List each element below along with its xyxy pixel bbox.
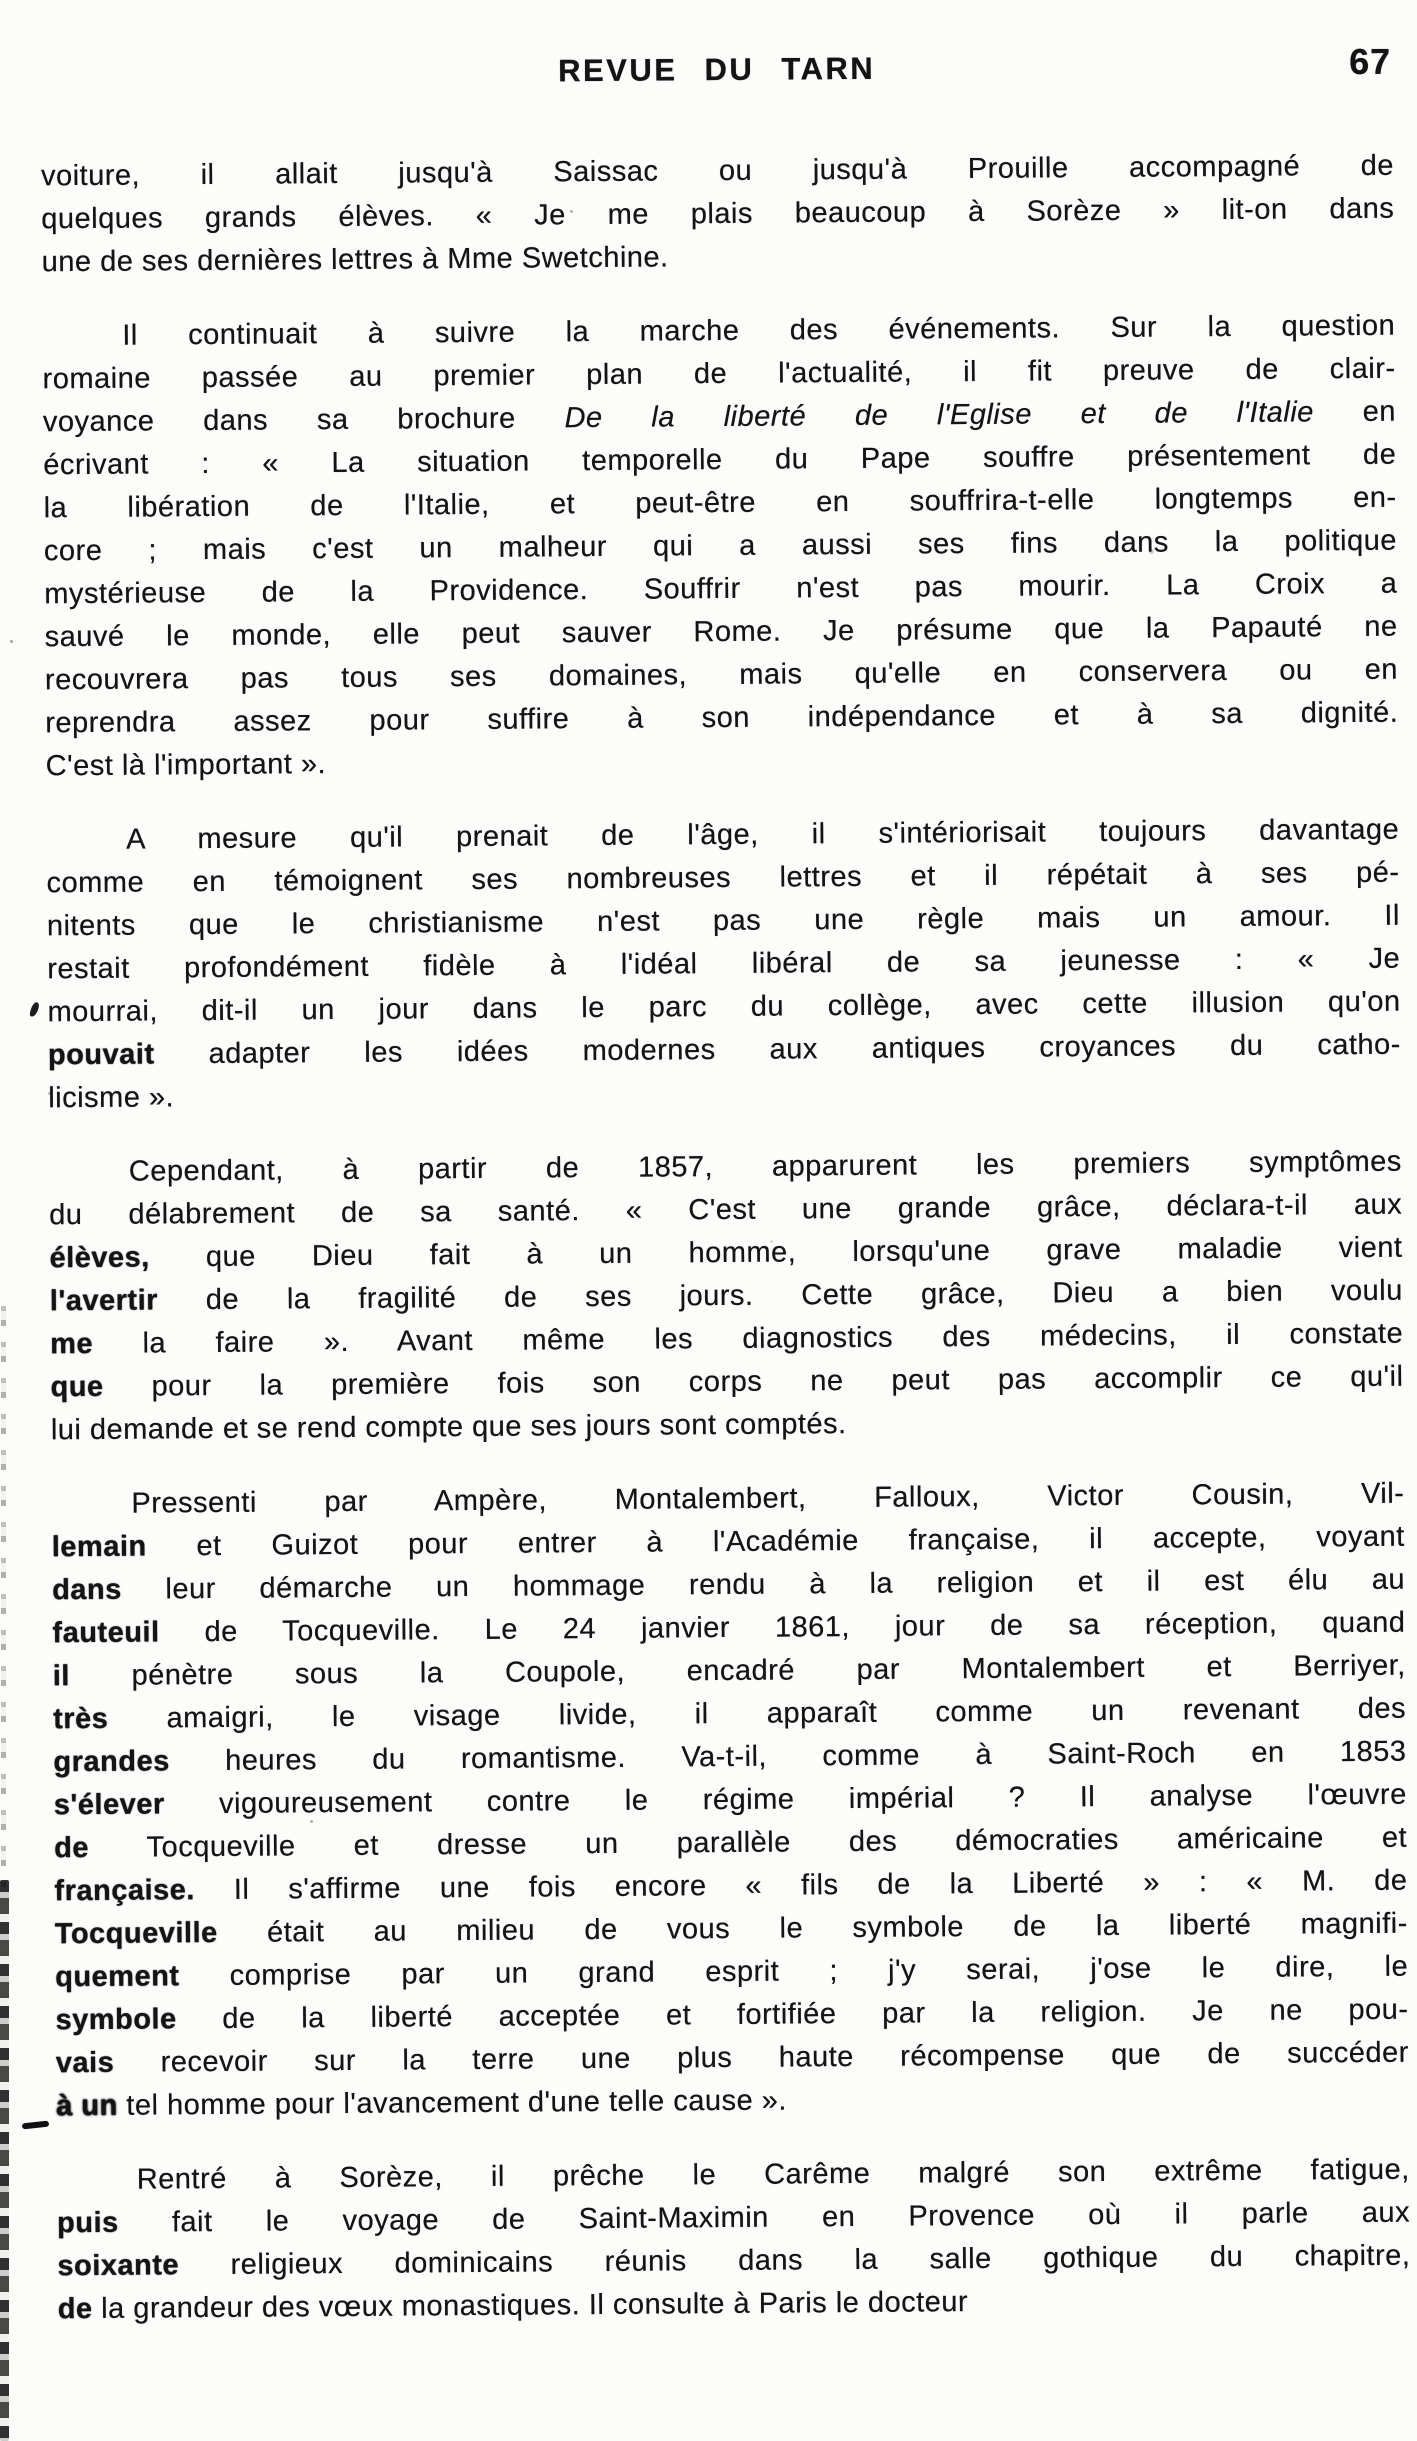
text-segment: que Dieu fait à un homme, lorsqu'une grave maladie vient <box>149 1231 1403 1274</box>
text-segment: core ; mais c'est un malheur qui a aussi ses fins dans la politique <box>43 524 1398 568</box>
text-segment: religieux dominicains réunis dans la salle gothique du chapitre, <box>178 2239 1411 2282</box>
text-segment: en <box>1313 395 1397 429</box>
text-segment: une de ses dernières lettres à Mme Swetchine. <box>41 241 669 279</box>
text-line <box>56 2075 1409 2129</box>
text-segment: Cependant, à partir de 1857, apparurent les premiers symptômes <box>128 1145 1402 1188</box>
smudged-text: française. <box>54 1874 196 1908</box>
text-segment: écrivant : « La situation temporelle du Pape souffre présentement de <box>43 438 1397 482</box>
page-header <box>40 39 1393 110</box>
text-segment: pénètre sous la Coupole, encadré par Montalembert et Berriyer, <box>69 1649 1406 1693</box>
body-text <box>41 145 1411 2332</box>
page-content <box>40 39 1411 2363</box>
text-line <box>42 231 1395 285</box>
scan-artifact-edge-streak-bottom <box>0 1880 9 2441</box>
text-segment: lui demande et se rend compte que ses jours sont comptés. <box>50 1408 847 1447</box>
text-segment: de la fragilité de ses jours. Cette grâce, Dieu a bien voulu <box>157 1274 1403 1317</box>
paragraph <box>42 305 1399 789</box>
text-segment: amaigri, le visage livide, il apparaît comme un revenant des <box>108 1692 1407 1735</box>
smudged-text: lemain <box>51 1530 147 1564</box>
text-segment: restait profondément fidèle à l'idéal libéral de sa jeunesse : « Je <box>47 942 1401 986</box>
smudged-text: il <box>52 1660 71 1693</box>
text-segment: romaine passée au premier plan de l'actualité, il fit preuve de clair- <box>42 352 1396 396</box>
text-segment: voyance dans sa brochure <box>42 402 565 439</box>
smudged-text: de <box>57 2292 93 2326</box>
scan-artifact-edge-streak-top <box>1 1290 6 1890</box>
smudged-text: très <box>53 1702 109 1736</box>
text-segment: la libération de l'Italie, et peut-être en souffrira-t-elle longtemps en- <box>43 481 1397 525</box>
text-segment: Tocqueville et dresse un parallèle des démocraties américaine et <box>88 1821 1408 1864</box>
paragraph <box>51 1473 1409 2129</box>
text-segment: mourrai, dit-il un jour dans le parc du collège, avec cette illusion qu'on <box>47 985 1401 1029</box>
smudged-text: fauteuil <box>52 1616 160 1650</box>
page-title: REVUE DU TARN <box>558 50 876 89</box>
paragraph <box>41 145 1395 285</box>
text-segment: adapter les idées modernes aux antiques croyances du catho- <box>154 1028 1402 1071</box>
smudged-text: à un <box>56 2089 118 2123</box>
text-segment: C'est là l'important ». <box>45 748 327 783</box>
italic-text: De la liberté de l'Eglise et de l'Italie <box>564 396 1315 435</box>
smudged-text: s'élever <box>53 1788 165 1822</box>
text-segment: sauvé le monde, elle peut sauver Rome. Je présume que la Papauté ne <box>44 610 1398 654</box>
text-segment: licisme ». <box>48 1081 175 1115</box>
paragraph <box>57 2149 1411 2332</box>
text-segment: Pressenti par Ampère, Montalembert, Falloux, Victor Cousin, Vil- <box>131 1477 1405 1520</box>
smudged-text: que <box>50 1370 104 1404</box>
smudged-text: Tocqueville <box>54 1916 218 1951</box>
text-segment: recouvrera pas tous ses domaines, mais qu'elle en conservera ou en <box>44 653 1399 697</box>
text-line <box>58 2278 1411 2332</box>
text-segment: était au milieu de vous le symbole de la liberté magnifi- <box>217 1907 1408 1949</box>
text-segment: comprise par un grand esprit ; j'y serai, j'ose le dire, le <box>179 1950 1409 1993</box>
text-segment: leur démarche un hommage rendu à la religion et il est élu au <box>121 1563 1406 1606</box>
smudged-text: soixante <box>57 2249 180 2283</box>
scan-artifact-dots <box>10 640 13 643</box>
smudged-text: me <box>50 1327 94 1361</box>
smudged-text: vais <box>55 2046 115 2080</box>
smudged-text: pouvait <box>47 1038 155 1072</box>
text-segment: tel homme pour l'avancement d'une telle cause ». <box>117 2084 788 2122</box>
text-segment: nitents que le christianisme n'est pas une règle mais un amour. Il <box>46 899 1400 943</box>
page-number: 67 <box>1348 40 1392 83</box>
smudged-text: symbole <box>55 2003 177 2037</box>
smudged-text: de <box>54 1831 90 1865</box>
text-segment: pour la première fois son corps ne peut pas accomplir ce qu'il <box>103 1360 1404 1403</box>
text-segment: du délabrement de sa santé. « C'est une grande grâce, déclara-t-il aux <box>49 1188 1403 1232</box>
text-segment: Rentré à Sorèze, il prêche le Carême malgré son extrême fatigue, <box>136 2153 1410 2196</box>
paragraph <box>46 809 1401 1121</box>
text-segment: de Tocqueville. Le 24 janvier 1861, jour de sa réception, quand <box>159 1606 1406 1649</box>
text-segment: et Guizot pour entrer à l'Académie française, il accepte, voyant <box>146 1520 1405 1563</box>
text-segment: vigoureusement contre le régime impérial ? Il analyse l'œuvre <box>164 1778 1407 1821</box>
text-segment: Il s'affirme une fois encore « fils de la Liberté » : « M. de <box>194 1864 1408 1907</box>
text-segment: la faire ». Avant même les diagnostics des médecins, il constate <box>92 1317 1404 1360</box>
smudged-text: quement <box>55 1960 180 1994</box>
scan-artifact-dash <box>22 2121 49 2130</box>
text-line <box>51 1399 1404 1453</box>
text-segment: Il continuait à suivre la marche des événements. Sur la question <box>122 309 1396 352</box>
text-segment: heures du romantisme. Va-t-il, comme à Saint-Roch en 1853 <box>169 1735 1407 1778</box>
text-segment: la grandeur des vœux monastiques. Il consulte à Paris le docteur <box>92 2286 969 2325</box>
smudged-text: dans <box>51 1573 122 1607</box>
text-segment: A mesure qu'il prenait de l'âge, il s'intériorisait toujours davantage <box>126 813 1400 856</box>
paragraph <box>49 1141 1404 1453</box>
text-segment: recevoir sur la terre une plus haute récompense que de succéder <box>114 2036 1409 2079</box>
text-segment: quelques grands élèves. « Je me plais beaucoup à Sorèze » lit-on dans <box>41 192 1395 236</box>
smudged-text: l'avertir <box>49 1284 159 1318</box>
text-segment: mystérieuse de la Providence. Souffrir n'est pas mourir. La Croix a <box>44 567 1398 611</box>
text-segment: comme en témoignent ses nombreuses lettres et il répétait à ses pé- <box>46 856 1400 900</box>
text-segment: voiture, il allait jusqu'à Saissac ou jusqu'à Prouille accompagné de <box>40 149 1395 193</box>
text-line <box>45 735 1398 789</box>
scan-artifact-speck <box>29 1001 40 1017</box>
text-segment: reprendra assez pour suffire à son indépendance et à sa dignité. <box>45 696 1399 740</box>
smudged-text: puis <box>56 2206 119 2240</box>
text-segment: fait le voyage de Saint-Maximin en Provence où il parle aux <box>118 2196 1411 2239</box>
text-segment: de la liberté acceptée et fortifiée par la religion. Je ne pou- <box>176 1993 1409 2036</box>
smudged-text: élèves, <box>49 1241 150 1275</box>
smudged-text: grandes <box>53 1745 170 1779</box>
